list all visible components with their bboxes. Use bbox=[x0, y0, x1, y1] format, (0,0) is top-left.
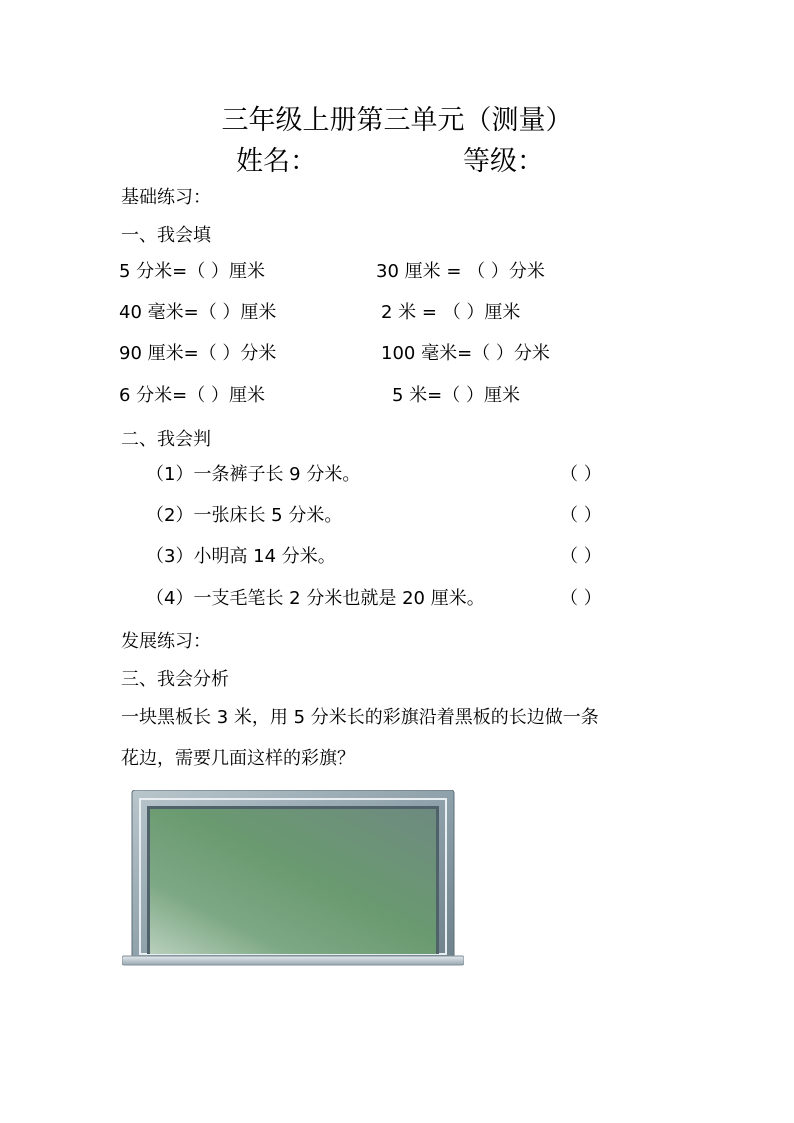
problem-text-line-1: 一块黑板长 3 米，用 5 分米长的彩旗沿着黑板的长边做一条 bbox=[121, 707, 599, 728]
judge-answer-1: （ ） bbox=[560, 464, 602, 485]
judge-item-4: （4）一支毛笔长 2 分米也就是 20 厘米。 bbox=[146, 588, 485, 609]
grade-label: 等级： bbox=[463, 146, 544, 177]
fill-item-1-right: 30 厘米 = （ ）分米 bbox=[376, 261, 545, 282]
judge-answer-3: （ ） bbox=[560, 546, 602, 567]
judge-item-1: （1）一条裤子长 9 分米。 bbox=[146, 464, 361, 485]
part1-heading: 一、我会填 bbox=[121, 225, 211, 246]
fill-item-4-right: 5 米=（ ）厘米 bbox=[392, 385, 520, 406]
basic-practice-heading: 基础练习： bbox=[121, 187, 211, 208]
part2-heading: 二、我会判 bbox=[121, 429, 211, 450]
fill-item-4-left: 6 分米=（ ）厘米 bbox=[119, 385, 265, 406]
fill-item-2-right: 2 米 = （ ）厘米 bbox=[381, 302, 521, 323]
judge-item-2: （2）一张床长 5 分米。 bbox=[146, 505, 343, 526]
name-label: 姓名： bbox=[236, 146, 317, 177]
judge-answer-4: （ ） bbox=[560, 588, 602, 609]
judge-item-3: （3）小明高 14 分米。 bbox=[146, 546, 336, 567]
worksheet-title: 三年级上册第三单元（测量） bbox=[221, 105, 573, 136]
judge-answer-2: （ ） bbox=[560, 505, 602, 526]
fill-item-3-right: 100 毫米=（ ）分米 bbox=[381, 343, 550, 364]
fill-item-2-left: 40 毫米=（ ）厘米 bbox=[119, 302, 277, 323]
fill-item-1-left: 5 分米=（ ）厘米 bbox=[119, 261, 265, 282]
problem-text-line-2: 花边，需要几面这样的彩旗？ bbox=[121, 748, 355, 769]
fill-item-3-left: 90 厘米=（ ）分米 bbox=[119, 343, 277, 364]
develop-practice-heading: 发展练习： bbox=[121, 631, 211, 652]
part3-heading: 三、我会分析 bbox=[121, 669, 229, 690]
blackboard-illustration bbox=[122, 790, 464, 970]
